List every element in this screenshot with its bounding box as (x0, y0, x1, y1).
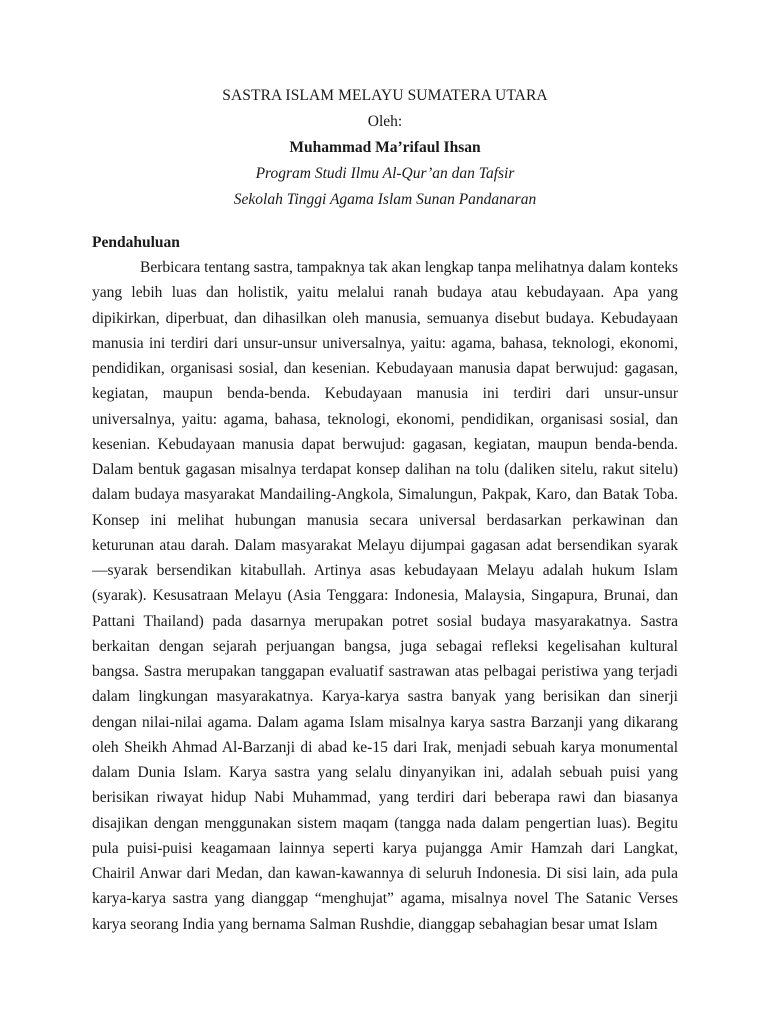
study-program: Program Studi Ilmu Al-Qur’an dan Tafsir (255, 165, 515, 182)
section-paragraph: Berbicara tentang sastra, tampaknya tak akan lengkap tanpa melihatnya dalam konteks yang lebih luas dan holistik, yaitu melalui ranah budaya atau kebudayaan. Apa yang dipikirkan, diperbuat, dan dihasilkan oleh manusia, semuanya disebut budaya. Kebudayaan manusia ini terdiri dari unsur-unsur universalnya, yaitu: agama, bahasa, teknologi, ekonomi, pendidikan, organisasi sosial, dan kesenian. Kebudayaan manusia dapat berwujud: gagasan, kegiatan, maupun benda-benda. Kebudayaan manusia ini terdiri dari unsur-unsur universalnya, yaitu: agama, bahasa, teknologi, ekonomi, pendidikan, organisasi sosial, dan kesenian. Kebudayaan manusia dapat berwujud: gagasan, kegiatan, maupun benda-benda. Dalam bentuk gagasan misalnya terdapat konsep dalihan na tolu (daliken sitelu, rakut sitelu) dalam budaya masyarakat Mandailing-Angkola, Simalungun, Pakpak, Karo, dan Batak Toba. Konsep ini melihat hubungan manusia secara universal berdasarkan perkawinan dan keturunan atau darah. Dalam masyarakat Melayu dijumpai gagasan adat bersendikan syarak —syarak bersendikan kitabullah. Artinya asas kebudayaan Melayu adalah hukum Islam (syarak). Kesusatraan Melayu (Asia Tenggara: Indonesia, Malaysia, Singapura, Brunai, dan Pattani Thailand) pada dasarnya merupakan potret sosial budaya masyarakatnya. Sastra berkaitan dengan sejarah perjuangan bangsa, juga sebagai refleksi kegelisahan kultural bangsa. Sastra merupakan tanggapan evaluatif sastrawan atas pelbagai peristiwa yang terjadi dalam lingkungan masyarakatnya. Karya-karya sastra banyak yang berisikan dan sinerji dengan nilai-nilai agama. Dalam agama Islam misalnya karya sastra Barzanji yang dikarang oleh Sheikh Ahmad Al-Barzanji di abad ke-15 dari Irak, menjadi sebuah karya monumental dalam Dunia Islam. Karya sastra yang selalu dinyanyikan ini, adalah sebuah puisi yang berisikan riwayat hidup Nabi Muhammad, yang terdiri dari beberapa rawi dan biasanya disajikan dengan menggunakan sistem maqam (tangga nada dalam pengertian luas). Begitu pula puisi-puisi keagamaan lainnya seperti karya pujangga Amir Hamzah dari Langkat, Chairil Anwar dari Medan, dan kawan-kawannya di seluruh Indonesia. Di sisi lain, ada pula karya-karya sastra yang dianggap “menghujat” agama, misalnya novel The Satanic Verses karya seorang India yang bernama Salman Rushdie, dianggap sebahagian besar umat Islam (92, 259, 678, 933)
section-heading: Pendahuluan (92, 234, 180, 251)
document-title: SASTRA ISLAM MELAYU SUMATERA UTARA (222, 87, 548, 104)
institution-name: Sekolah Tinggi Agama Islam Sunan Pandanaran (233, 191, 537, 208)
author-name: Muhammad Ma’rifaul Ihsan (289, 139, 481, 156)
by-label: Oleh: (367, 113, 403, 130)
document-header (92, 83, 678, 213)
